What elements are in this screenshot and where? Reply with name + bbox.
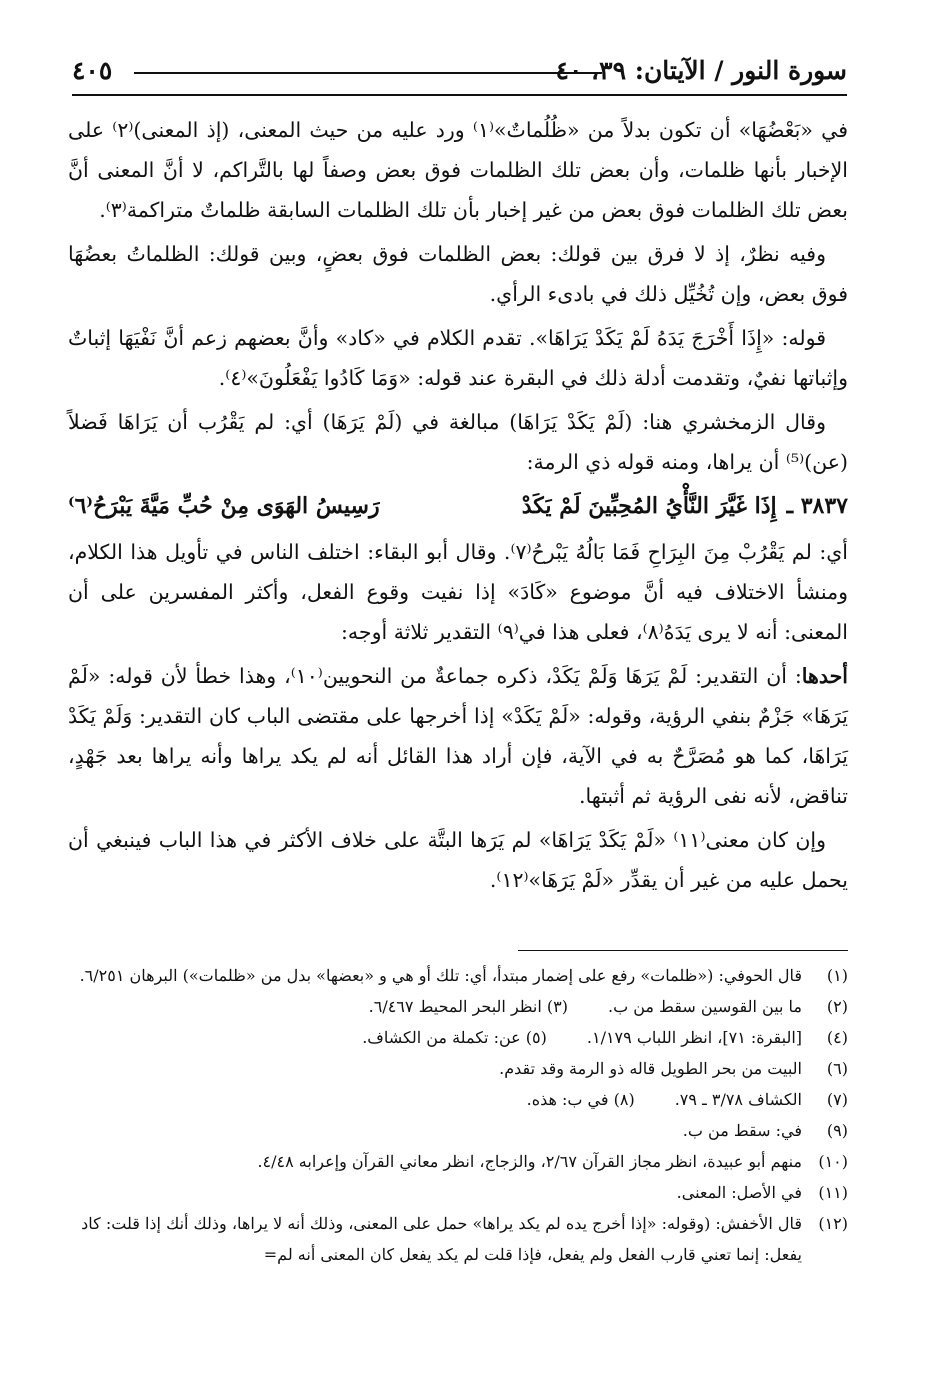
verse-second-hemistich: رَسِيسُ الهَوَى مِنْ حُبِّ مَيَّةَ يَبْرَحُ⁽٦⁾ bbox=[68, 493, 380, 519]
paragraph-6-text: : أن التقدير: لَمْ يَرَهَا وَلَمْ يَكَدْ، ذكره جماعةٌ من النحويين⁽١٠⁾، وهذا خطأ لأن قوله: «لَمْ يَرَهَا» جَزْمٌ بنفي الرؤية، وقوله: «لَمْ يَكَدْ» إذا أخرجها على مقتضى الباب كان التقدير: وَلَمْ يَكَدْ يَرَاهَا، كما هو مُصَرَّحٌ به في الآية، فإن أراد هذا القائل أنه لم يكد يراها وأنه يراها بعد جَهْدٍ، تناقض، لأنه نفى الرؤية ثم أثبتها. bbox=[68, 664, 848, 808]
footnote-10 bbox=[68, 1146, 848, 1177]
running-title: سورة النور / الآيتان: ٣٩، ٤٠ bbox=[555, 56, 847, 85]
footnote-text: في: سقط من ب. bbox=[682, 1121, 802, 1140]
footnote-number: (١٢) bbox=[818, 1214, 848, 1233]
paragraph-1: في «بَعْضُهَا» أن تكون بدلاً من «ظُلُماتٌ»⁽١⁾ ورد عليه من حيث المعنى، (إذ المعنى)⁽٢⁾ على الإخبار بأنها ظلمات، وأن بعض تلك الظلمات فوق بعض وصفاً لها بالتَّراكم، لا أنَّ المعنى أنَّ بعض تلك الظلمات فوق بعض من غير إخبار بأن تلك الظلمات السابقة ظلماتٌ متراكمة⁽٣⁾. bbox=[68, 118, 849, 222]
paragraph-4: وقال الزمخشري هنا: (لَمْ يَكَدْ يَرَاهَا) مبالغة في (لَمْ يَرَهَا) أي: لم يَقْرُب أن يَرَاهَا فَضلاً (عن)⁽⁵⁾ أن يراها، ومنه قوله ذي الرمة: bbox=[68, 410, 848, 474]
paragraph-2: وفيه نظرٌ، إذ لا فرق بين قولك: بعض الظلمات فوق بعضٍ، وبين قولك: الظلماتُ بعضُهَا فوق بعض، وإن تُخُيِّل ذلك في بادىء الرأي. bbox=[68, 242, 848, 306]
footnotes bbox=[68, 960, 848, 1270]
footnote-11 bbox=[68, 1177, 848, 1208]
footnote-number: (٧) bbox=[826, 1090, 848, 1109]
main-text bbox=[68, 110, 848, 904]
footnote-text: [البقرة: ٧١]، انظر اللباب ١/١٧٩. bbox=[586, 1028, 802, 1047]
page-number: ٤٠٥ bbox=[72, 56, 113, 85]
footnote-2-3 bbox=[68, 991, 848, 1022]
footnote-9 bbox=[68, 1115, 848, 1146]
footnote-number: (٦) bbox=[826, 1059, 848, 1078]
footnote-text: ما بين القوسين سقط من ب. bbox=[607, 997, 802, 1016]
footnote-7-8 bbox=[68, 1084, 848, 1115]
footnote-number: (١) bbox=[826, 966, 848, 985]
footnote-6 bbox=[68, 1053, 848, 1084]
footnote-12 bbox=[68, 1208, 848, 1270]
verse-first-hemistich: إِذَا غَيَّرَ النَّأْيُ المُحِبِّينَ لَمْ يَكَدْ bbox=[521, 493, 777, 519]
footnote-text: منهم أبو عبيدة، انظر مجاز القرآن ٢/٦٧، والزجاج، انظر معاني القرآن وإعرابه ٤/٤٨. bbox=[257, 1152, 802, 1171]
footnote-4-5 bbox=[68, 1022, 848, 1053]
poem-verse bbox=[68, 486, 848, 526]
footnote-text: قال الحوفي: («ظلمات» رفع على إضمار مبتدأ، أي: تلك أو هي و «بعضها» بدل من «ظلمات») البرهان ٦/٢٥١. bbox=[79, 966, 802, 985]
footnote-text: الكشاف ٣/٧٨ ـ ٧٩. bbox=[674, 1090, 802, 1109]
paragraph-6 bbox=[68, 656, 848, 816]
footnote-number: (٢) bbox=[826, 997, 848, 1016]
footnote-text: قال الأخفش: (وقوله: «إذا أخرج يده لم يكد يراها» حمل على المعنى، وذلك أنه لا يراها، وذلك أنك إذا قلت: كاد يفعل: إنما تعني قارب الفعل ولم يفعل، فإذا قلت لم يكد يفعل كان المعنى أنه لم= bbox=[81, 1214, 802, 1264]
footnote-1 bbox=[68, 960, 848, 991]
header-rule bbox=[134, 72, 602, 74]
paragraph-6-lead: أحدها bbox=[801, 664, 848, 688]
footnote-text: (٥) عن: تكملة من الكشاف. bbox=[362, 1028, 547, 1047]
page-header bbox=[72, 50, 847, 96]
footnote-number: (٤) bbox=[826, 1028, 848, 1047]
footnote-text: (٨) في ب: هذه. bbox=[526, 1090, 635, 1109]
footnote-text: البيت من بحر الطويل قاله ذو الرمة وقد تقدم. bbox=[499, 1059, 802, 1078]
footnote-number: (١٠) bbox=[818, 1152, 848, 1171]
footnote-number: (١١) bbox=[818, 1183, 848, 1202]
footnote-separator bbox=[518, 950, 848, 951]
paragraph-7: وإن كان معنى⁽١١⁾ «لَمْ يَكَدْ يَرَاهَا» لم يَرَها البتَّة على خلاف الأكثر في هذا الباب فينبغي أن يحمل عليه من غير أن يقدِّر «لَمْ يَرَهَا»⁽١٢⁾. bbox=[68, 828, 848, 892]
footnote-text: (٣) انظر البحر المحيط ٦/٤٦٧. bbox=[368, 997, 568, 1016]
verse-number: ٣٨٣٧ ـ bbox=[786, 493, 848, 519]
footnote-text: في الأصل: المعنى. bbox=[676, 1183, 802, 1202]
footnote-number: (٩) bbox=[826, 1121, 848, 1140]
paragraph-3: قوله: «إِذَا أَخْرَجَ يَدَهُ لَمْ يَكَدْ يَرَاهَا». تقدم الكلام في «كاد» وأنَّ بعضهم زعم أنَّ نَفْيَهَا إثباتٌ وإثباتها نفيٌ، وتقدمت أدلة ذلك في البقرة عند قوله: «وَمَا كَادُوا يَفْعَلُونَ»⁽٤⁾. bbox=[68, 326, 848, 390]
paragraph-5: أي: لم يَقْرُبْ مِنَ البِرَاحِ فَمَا بَالُهُ يَبْرحُ⁽٧⁾. وقال أبو البقاء: اختلف الناس في تأويل هذا الكلام، ومنشأ الاختلاف فيه أنَّ موضوع «كَادَ» إذا نفيت وقوع الفعل، وأكثر المفسرين على أن المعنى: أنه لا يرى يَدَهُ⁽٨⁾، فعلى هذا في⁽٩⁾ التقدير ثلاثة أوجه: bbox=[68, 540, 848, 644]
